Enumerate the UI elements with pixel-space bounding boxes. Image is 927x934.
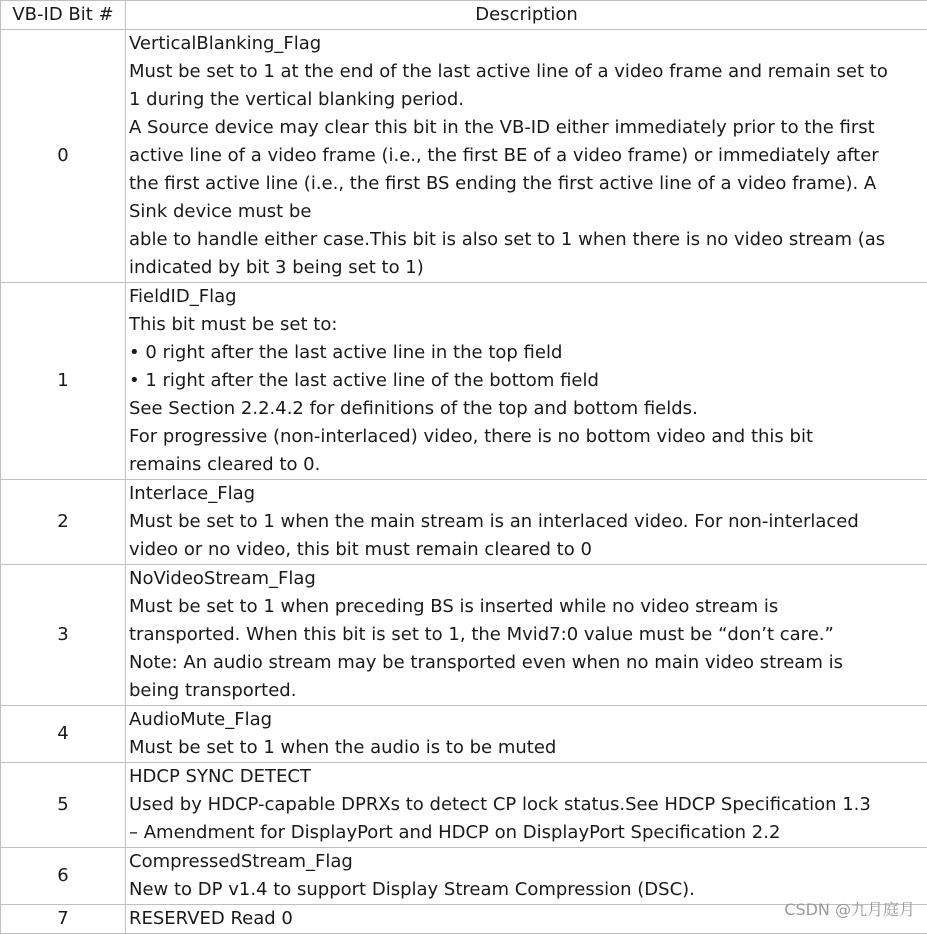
description-line: the first active line (i.e., the first BS ending the first active line of a video frame). A <box>129 170 924 198</box>
description-cell <box>126 848 927 905</box>
description-cell <box>126 565 927 706</box>
table-row <box>1 283 927 480</box>
header-description: Description <box>126 1 927 30</box>
description-line: able to handle either case.This bit is also set to 1 when there is no video stream (as <box>129 226 924 254</box>
header-row <box>1 1 927 30</box>
description-line: See Section 2.2.4.2 for definitions of the top and bottom fields. <box>129 395 924 423</box>
flag-name: VerticalBlanking_Flag <box>129 30 924 58</box>
flag-name: CompressedStream_Flag <box>129 848 924 876</box>
bit-number-cell: 7 <box>1 905 126 934</box>
flag-name: HDCP SYNC DETECT <box>129 763 924 791</box>
description-line: • 1 right after the last active line of the bottom field <box>129 367 924 395</box>
description-line: – Amendment for DisplayPort and HDCP on DisplayPort Specification 2.2 <box>129 819 924 847</box>
bit-number-cell: 3 <box>1 565 126 706</box>
bit-number-cell: 4 <box>1 706 126 763</box>
description-cell <box>126 706 927 763</box>
description-line: Note: An audio stream may be transported even when no main video stream is <box>129 649 924 677</box>
description-line: transported. When this bit is set to 1, the Mvid7:0 value must be “don’t care.” <box>129 621 924 649</box>
flag-name: FieldID_Flag <box>129 283 924 311</box>
description-cell <box>126 30 927 283</box>
flag-name: AudioMute_Flag <box>129 706 924 734</box>
bit-number-cell: 6 <box>1 848 126 905</box>
description-line: Must be set to 1 when preceding BS is inserted while no video stream is <box>129 593 924 621</box>
watermark: CSDN @九月庭月 <box>784 897 915 920</box>
description-line: 1 during the vertical blanking period. <box>129 86 924 114</box>
bit-number-cell: 2 <box>1 480 126 565</box>
flag-name: Interlace_Flag <box>129 480 924 508</box>
description-cell <box>126 480 927 565</box>
description-line: This bit must be set to: <box>129 311 924 339</box>
description-line: Must be set to 1 when the audio is to be muted <box>129 734 924 762</box>
description-cell <box>126 283 927 480</box>
header-bit: VB-ID Bit # <box>1 1 126 30</box>
description-line: indicated by bit 3 being set to 1) <box>129 254 924 282</box>
bit-number-cell: 5 <box>1 763 126 848</box>
table-row <box>1 565 927 706</box>
flag-name: RESERVED Read 0 <box>129 905 924 933</box>
description-line: video or no video, this bit must remain cleared to 0 <box>129 536 924 564</box>
table-row <box>1 30 927 283</box>
description-line: being transported. <box>129 677 924 705</box>
description-line: remains cleared to 0. <box>129 451 924 479</box>
table-row <box>1 480 927 565</box>
bit-number-cell: 1 <box>1 283 126 480</box>
description-line: Sink device must be <box>129 198 924 226</box>
description-line: • 0 right after the last active line in the top field <box>129 339 924 367</box>
description-cell <box>126 763 927 848</box>
description-line: Used by HDCP-capable DPRXs to detect CP lock status.See HDCP Specification 1.3 <box>129 791 924 819</box>
description-line: Must be set to 1 when the main stream is an interlaced video. For non-interlaced <box>129 508 924 536</box>
description-line: New to DP v1.4 to support Display Stream Compression (DSC). <box>129 876 924 904</box>
description-line: active line of a video frame (i.e., the first BE of a video frame) or immediately after <box>129 142 924 170</box>
table-row <box>1 706 927 763</box>
bit-number-cell: 0 <box>1 30 126 283</box>
table-row <box>1 848 927 905</box>
description-line: Must be set to 1 at the end of the last active line of a video frame and remain set to <box>129 58 924 86</box>
flag-name: NoVideoStream_Flag <box>129 565 924 593</box>
description-line: A Source device may clear this bit in the VB-ID either immediately prior to the first <box>129 114 924 142</box>
description-line: For progressive (non-interlaced) video, there is no bottom video and this bit <box>129 423 924 451</box>
table-row <box>1 763 927 848</box>
